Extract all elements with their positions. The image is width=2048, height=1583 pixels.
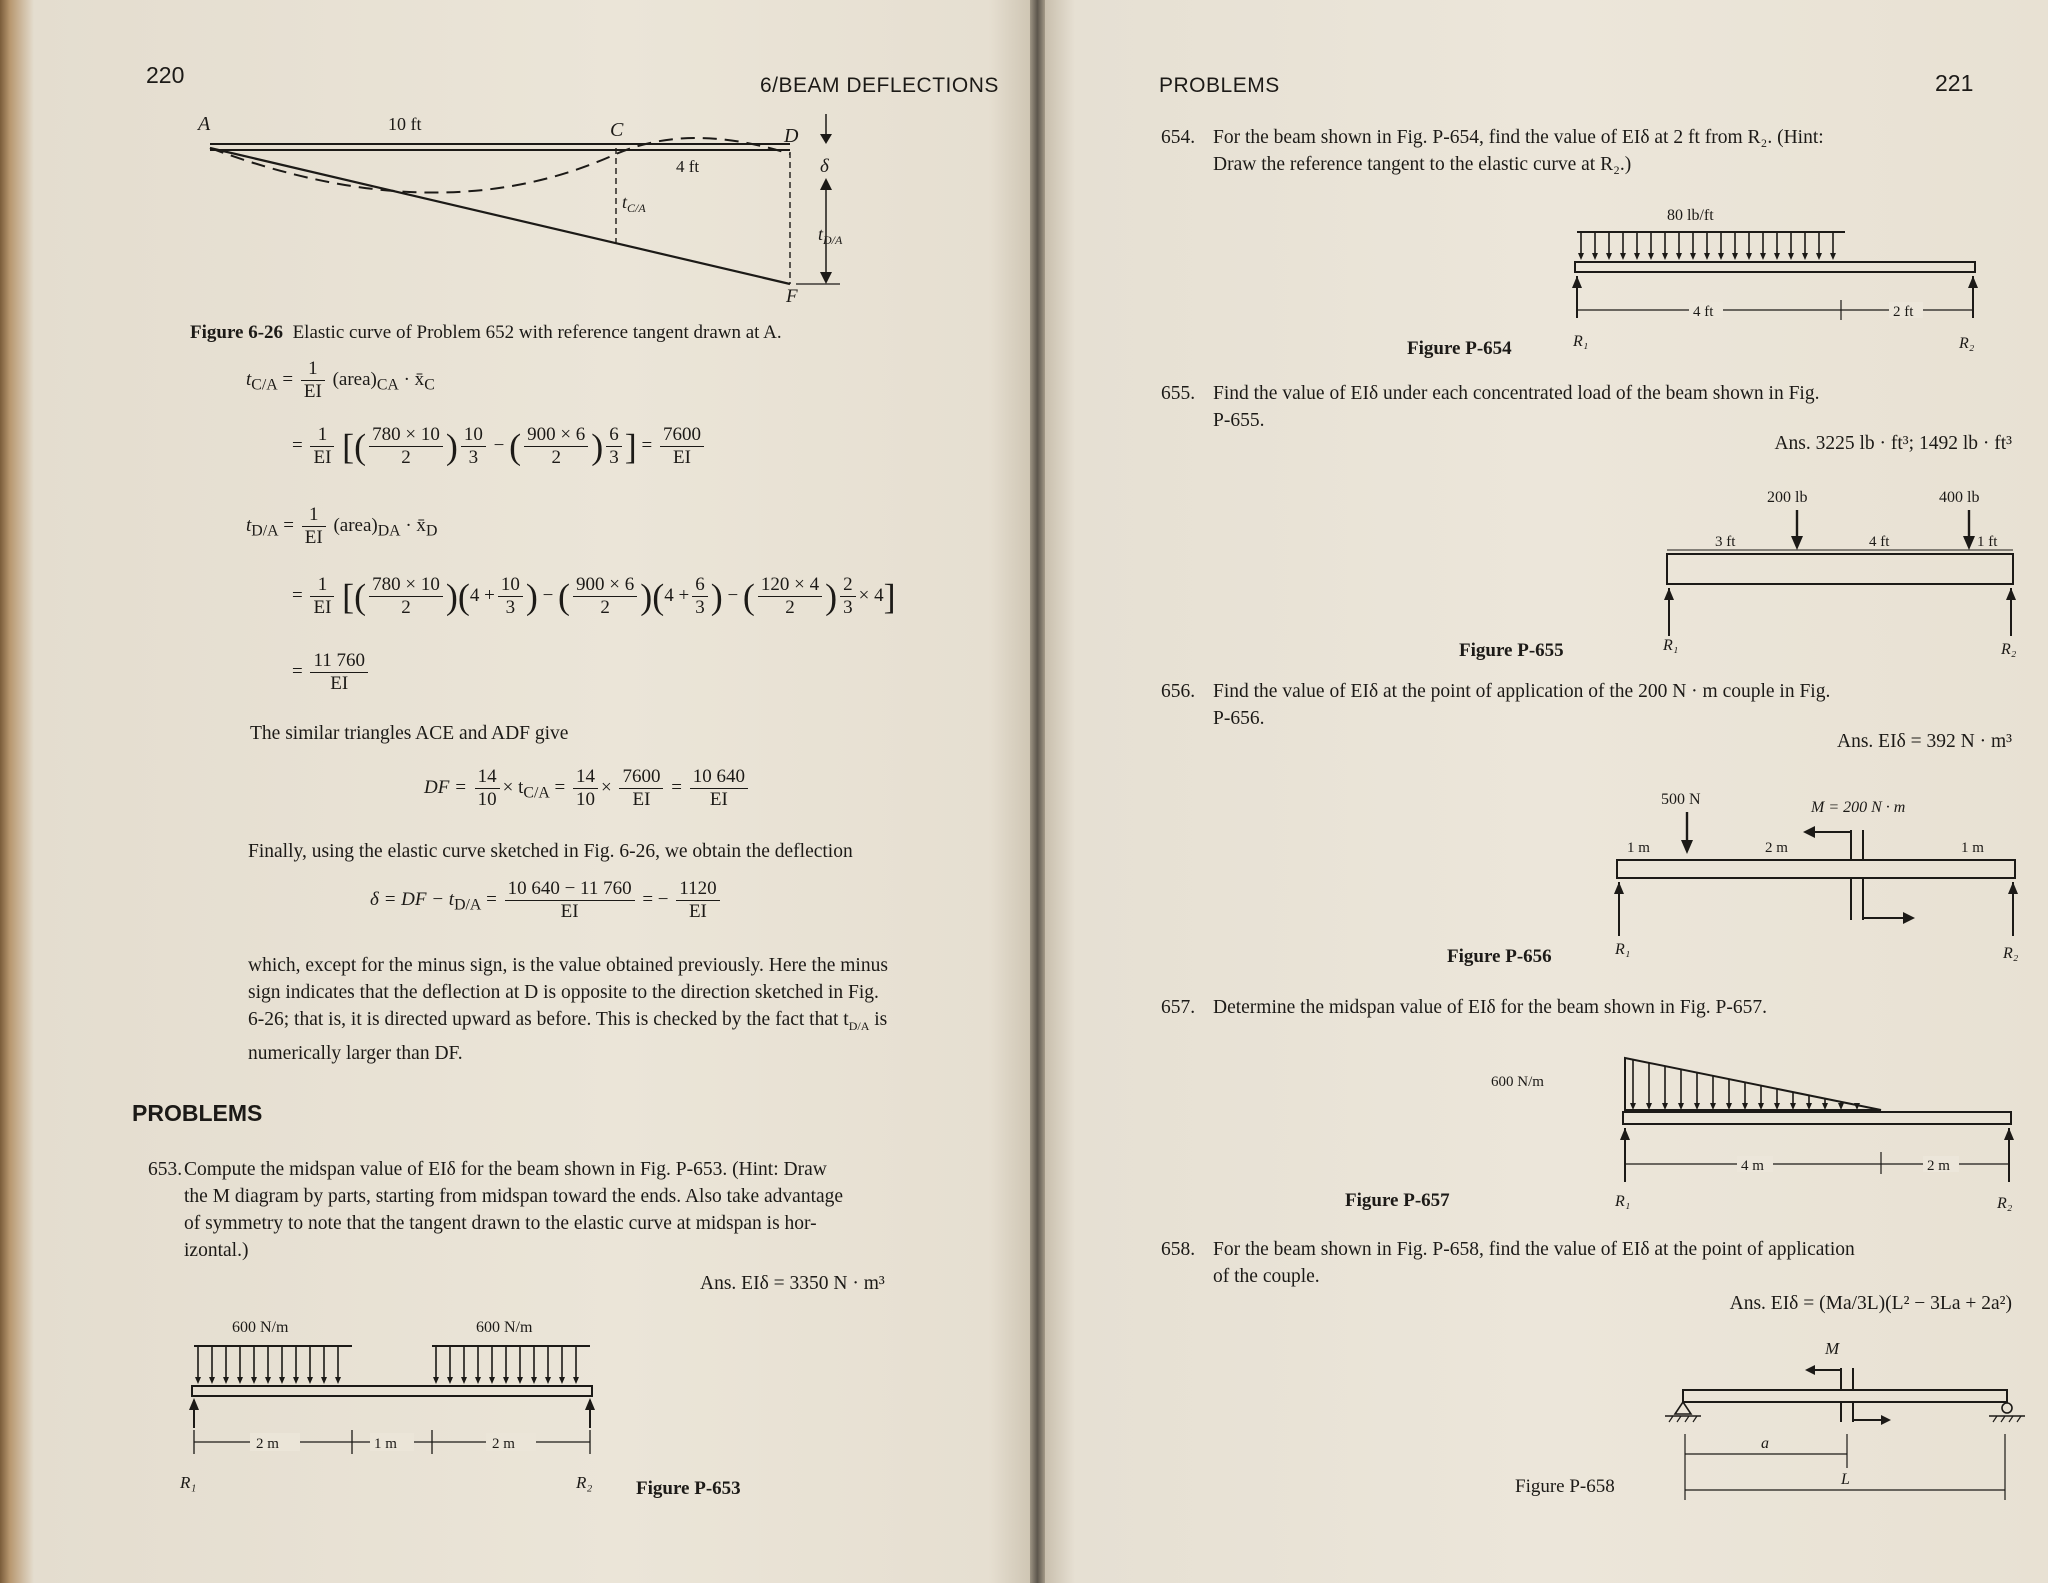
load-arrow-head <box>489 1377 495 1384</box>
couple-arrow-right <box>1903 912 1915 924</box>
problem-657-text: Determine the midspan value of EIδ for the beam shown in Fig. P-657. <box>1213 997 1767 1018</box>
figure-p658 <box>1657 1338 2037 1508</box>
load-arrow-head <box>237 1377 243 1384</box>
load-2-label: 400 lb <box>1939 489 1980 506</box>
page-number: 221 <box>1935 70 1974 96</box>
figure-p653 <box>180 1318 610 1498</box>
beam <box>192 1386 592 1396</box>
dim-2: 2 m <box>1927 1158 1950 1174</box>
right-support <box>2002 1403 2012 1413</box>
beam <box>1623 1112 2011 1124</box>
triangular-load <box>1625 1058 1881 1110</box>
figure-6-26-caption: Figure 6-26 Elastic curve of Problem 652 with reference tangent drawn at A. <box>190 322 782 343</box>
span-ac: 10 ft <box>388 114 422 134</box>
load-1-label: 200 lb <box>1767 489 1808 506</box>
dim-3: 2 m <box>492 1436 515 1452</box>
load-arrow-head <box>503 1377 509 1384</box>
load-label: 500 N <box>1661 791 1701 808</box>
r1-label: R₁ <box>1615 941 1631 958</box>
r1-label: R₁ <box>1615 1193 1631 1210</box>
problem-658-answer: Ans. EIδ = (Ma/3L)(L² − 3La + 2a²) <box>1729 1293 2012 1314</box>
problem-654-text: For the beam shown in Fig. P-654, find the value of EIδ at 2 ft from R₂. (Hint: Draw the reference tangent to the elastic curve at R₂.) <box>1213 127 1824 175</box>
label-d: D <box>784 125 799 147</box>
r2-label: R₂ <box>576 1473 593 1492</box>
load-arrow-head <box>265 1377 271 1384</box>
load-arrow-head <box>1806 1103 1812 1110</box>
load-arrow-head <box>1802 253 1808 260</box>
equation-tca-value: = $\frac{1}{EI}$ [( $\frac{780 \times 10}{2}$ ) $\frac{10}{3}$ − ( $\frac{900 \times 6}{2}$ ) $\frac{6}{3}$ ] = $\frac{7600}{EI}$ <box>292 424 707 469</box>
r1-label: R₁ <box>1663 637 1679 654</box>
problem-656-text: Find the value of EIδ at the point of application of the 200 N · m couple in Fig. P-656. <box>1213 681 1831 729</box>
load-arrow-head <box>251 1377 257 1384</box>
couple-label: M = 200 N · m <box>1811 799 1906 816</box>
load-arrow-head <box>433 1377 439 1384</box>
load-arrow-head <box>559 1377 565 1384</box>
para-finally: Finally, using the elastic curve sketched in Fig. 6-26, we obtain the deflection <box>248 841 853 862</box>
load-arrow-head <box>1718 253 1724 260</box>
book-gutter <box>1030 0 1045 1583</box>
span-cd: 4 ft <box>676 157 700 176</box>
load-arrow-head <box>1646 1103 1652 1110</box>
equation-tda: $t_{D/A}$ = $\frac{1}{EI}$ $(area)_{DA}$ · $x̄_D$ <box>246 504 438 548</box>
problem-657-number: 657. <box>1161 997 1196 1018</box>
distributed-loads <box>194 1346 590 1384</box>
load-arrow-head <box>279 1377 285 1384</box>
load-arrow-head <box>1790 1103 1796 1110</box>
load-arrow-head <box>1678 1103 1684 1110</box>
load-arrow <box>1681 840 1693 854</box>
dim-2: 4 ft <box>1869 534 1890 550</box>
t-da-label: $t_{D/A}$ <box>818 224 843 247</box>
load-arrow-head <box>1578 253 1584 260</box>
load-arrow-head <box>1710 1103 1716 1110</box>
beam <box>1575 262 1975 272</box>
r2-arrow <box>2006 588 2016 600</box>
load-arrow-head <box>1704 253 1710 260</box>
problem-653-number: 653. <box>148 1159 183 1180</box>
r2-arrow <box>1968 276 1978 288</box>
load-arrow-head <box>461 1377 467 1384</box>
couple-label: M <box>1825 1339 1840 1358</box>
dim-1: 4 ft <box>1693 304 1714 320</box>
couple-arrow-left <box>1803 826 1815 838</box>
problem-655-number: 655. <box>1161 383 1196 404</box>
dim-1: 4 m <box>1741 1158 1764 1174</box>
load-arrow-head <box>573 1377 579 1384</box>
section-title: PROBLEMS <box>132 1100 263 1126</box>
load-arrow-head <box>195 1377 201 1384</box>
load-arrow-head <box>307 1377 313 1384</box>
load-arrow-head <box>1774 1103 1780 1110</box>
load-arrow-head <box>1774 253 1780 260</box>
load-arrow-head <box>1620 253 1626 260</box>
load-label: 80 lb/ft <box>1667 207 1714 224</box>
r1-label: R₁ <box>180 1473 197 1492</box>
figure-p658-caption: Figure P-658 <box>1515 1476 1615 1497</box>
right-page <box>1045 0 2048 1583</box>
para-which: which, except for the minus sign, is the value obtained previously. Here the minus sign indicates that the deflection at D is opposite to the direction sketched in Fig. 6-26; that is, it is directed upward as before. This is checked by the fact that $t_{D/A}$ is numerically larger than DF. <box>248 955 888 1064</box>
dim-l: L <box>1841 1471 1850 1488</box>
dim-1: 2 m <box>256 1436 279 1452</box>
load-arrow-head <box>1662 1103 1668 1110</box>
load-arrow-head <box>475 1377 481 1384</box>
couple-arrow-right <box>1881 1415 1891 1425</box>
t-ca-label: $t_{C/A}$ <box>622 192 646 215</box>
load-arrow-head <box>545 1377 551 1384</box>
load-arrow-head <box>1746 253 1752 260</box>
para-similar: The similar triangles ACE and ADF give <box>250 723 569 744</box>
r1-arrow <box>1614 882 1624 894</box>
load-arrow-head <box>1630 1103 1636 1110</box>
load-arrow-head <box>1822 1103 1828 1110</box>
load-arrow-head <box>293 1377 299 1384</box>
r2-label: R₂ <box>1997 1195 2013 1212</box>
equation-delta: δ = DF − $t_{D/A}$ = $\frac{10 640 - 11 760}{EI}$ = − $\frac{1120}{EI}$ <box>370 878 723 923</box>
load-arrow-head <box>1726 1103 1732 1110</box>
load-arrow-head <box>335 1377 341 1384</box>
label-a: A <box>198 113 211 135</box>
equation-tca: $t_{C/A}$ = $\frac{1}{EI}$ $(area)_{CA}$ · $x̄_C$ <box>246 358 435 402</box>
figure-p656-caption: Figure P-656 <box>1447 946 1552 967</box>
load-arrow-head <box>1592 253 1598 260</box>
load-arrow-head <box>1606 253 1612 260</box>
dim-2: 2 ft <box>1893 304 1914 320</box>
dim-1: 3 ft <box>1715 534 1736 550</box>
load-arrow-head <box>447 1377 453 1384</box>
dim-2: 1 m <box>374 1436 397 1452</box>
beam <box>1683 1390 2007 1402</box>
problem-656-number: 656. <box>1161 681 1196 702</box>
figure-p655 <box>1605 486 2025 666</box>
delta-label: δ <box>820 156 829 177</box>
dim-2: 2 m <box>1765 840 1788 856</box>
load-left-label: 600 N/m <box>232 1319 289 1336</box>
beam <box>1617 860 2015 878</box>
r2-arrow <box>585 1398 595 1410</box>
delta-arrow <box>820 134 832 144</box>
load-1-arrow <box>1791 536 1803 550</box>
beam <box>1667 554 2013 584</box>
load-arrow-head <box>1760 253 1766 260</box>
load-arrow-head <box>209 1377 215 1384</box>
load-arrow-head <box>223 1377 229 1384</box>
figure-p654-caption: Figure P-654 <box>1407 338 1512 359</box>
load-arrow-head <box>1732 253 1738 260</box>
equation-tda-value: = $\frac{1}{EI}$ [( $\frac{780 \times 10}{2}$ )(4 + $\frac{10}{3}$ ) − ( $\frac{900 \times 6}{2}$ )(4 + $\frac{6}{3}$ ) − ( $\frac{120 \times 4}{2}$ ) $\frac{2}{3}$ × 4] <box>292 574 896 618</box>
load-label: 600 N/m <box>1491 1074 1544 1090</box>
load-arrow-head <box>1676 253 1682 260</box>
load-arrow-head <box>1830 253 1836 260</box>
load-arrow-head <box>531 1377 537 1384</box>
problem-653-answer: Ans. EIδ = 3350 N · m³ <box>700 1273 885 1294</box>
label-f: F <box>786 286 798 307</box>
r2-arrow <box>2004 1128 2014 1140</box>
load-arrow-head <box>517 1377 523 1384</box>
load-arrow-head <box>321 1377 327 1384</box>
elastic-curve <box>210 138 790 193</box>
figure-p656 <box>1605 790 2025 970</box>
r2-arrow <box>2008 882 2018 894</box>
dim-1: 1 m <box>1627 840 1650 856</box>
r1-arrow <box>1572 276 1582 288</box>
load-arrow-head <box>1690 253 1696 260</box>
r1-arrow <box>1664 588 1674 600</box>
problem-654-number: 654. <box>1161 127 1196 148</box>
load-arrow-head <box>1634 253 1640 260</box>
load-arrow-head <box>1694 1103 1700 1110</box>
problem-655-text: Find the value of EIδ under each concentrated load of the beam shown in Fig. P-655. <box>1213 383 1820 431</box>
dim-3: 1 ft <box>1977 534 1998 550</box>
load-arrow-head <box>1648 253 1654 260</box>
running-head: 6/BEAM DEFLECTIONS <box>760 74 999 97</box>
r1-arrow <box>189 1398 199 1410</box>
figure-p657-caption: Figure P-657 <box>1345 1190 1450 1211</box>
load-arrow-head <box>1816 253 1822 260</box>
problem-658-text: For the beam shown in Fig. P-658, find the value of EIδ at the point of application of the couple. <box>1213 1239 1855 1287</box>
load-arrow-head <box>1742 1103 1748 1110</box>
load-arrows <box>1630 1060 1860 1110</box>
problem-658-number: 658. <box>1161 1239 1196 1260</box>
page-number: 220 <box>146 62 185 88</box>
r2-label: R₂ <box>1959 335 1975 352</box>
figure-p653-caption: Figure P-653 <box>636 1478 741 1499</box>
figure-6-26 <box>190 112 880 307</box>
left-support <box>1675 1402 1691 1414</box>
figure-p657 <box>1491 1052 2021 1222</box>
equation-df: DF = $\frac{14}{10}$ × $t_{C/A}$ = $\frac{14}{10}$ × $\frac{7600}{EI}$ = $\frac{10 640}{EI}$ <box>424 766 751 811</box>
load-arrow-head <box>1758 1103 1764 1110</box>
distributed-load <box>1577 232 1845 260</box>
load-arrow-head <box>1662 253 1668 260</box>
reference-tangent <box>210 148 790 284</box>
dim-a: a <box>1761 1435 1769 1452</box>
label-c: C <box>610 119 624 141</box>
running-head: PROBLEMS <box>1159 74 1280 97</box>
figure-p654 <box>1545 206 2015 356</box>
problem-656-answer: Ans. EIδ = 392 N · m³ <box>1837 731 2012 752</box>
r1-label: R₁ <box>1573 333 1589 350</box>
load-2-arrow <box>1963 536 1975 550</box>
problem-655-answer: Ans. 3225 lb · ft³; 1492 lb · ft³ <box>1774 433 2012 454</box>
r1-arrow <box>1620 1128 1630 1140</box>
equation-tda-result: = $\frac{11 760}{EI}$ <box>292 650 371 695</box>
load-arrow-head <box>1838 1103 1844 1110</box>
r2-label: R₂ <box>2003 945 2019 962</box>
dim-3: 1 m <box>1961 840 1984 856</box>
couple-arrow-left <box>1805 1365 1815 1375</box>
problem-653-text: Compute the midspan value of EIδ for the beam shown in Fig. P-653. (Hint: Draw the M diagram by parts, starting from midspan toward the ends. Also take advantage of symmetry to note that the tangent drawn to the elastic curve at midspan is hor- izontal.) <box>184 1159 844 1261</box>
load-right-label: 600 N/m <box>476 1319 533 1336</box>
r2-label: R₂ <box>2001 641 2017 658</box>
load-arrow-head <box>1788 253 1794 260</box>
figure-p655-caption: Figure P-655 <box>1459 640 1564 661</box>
